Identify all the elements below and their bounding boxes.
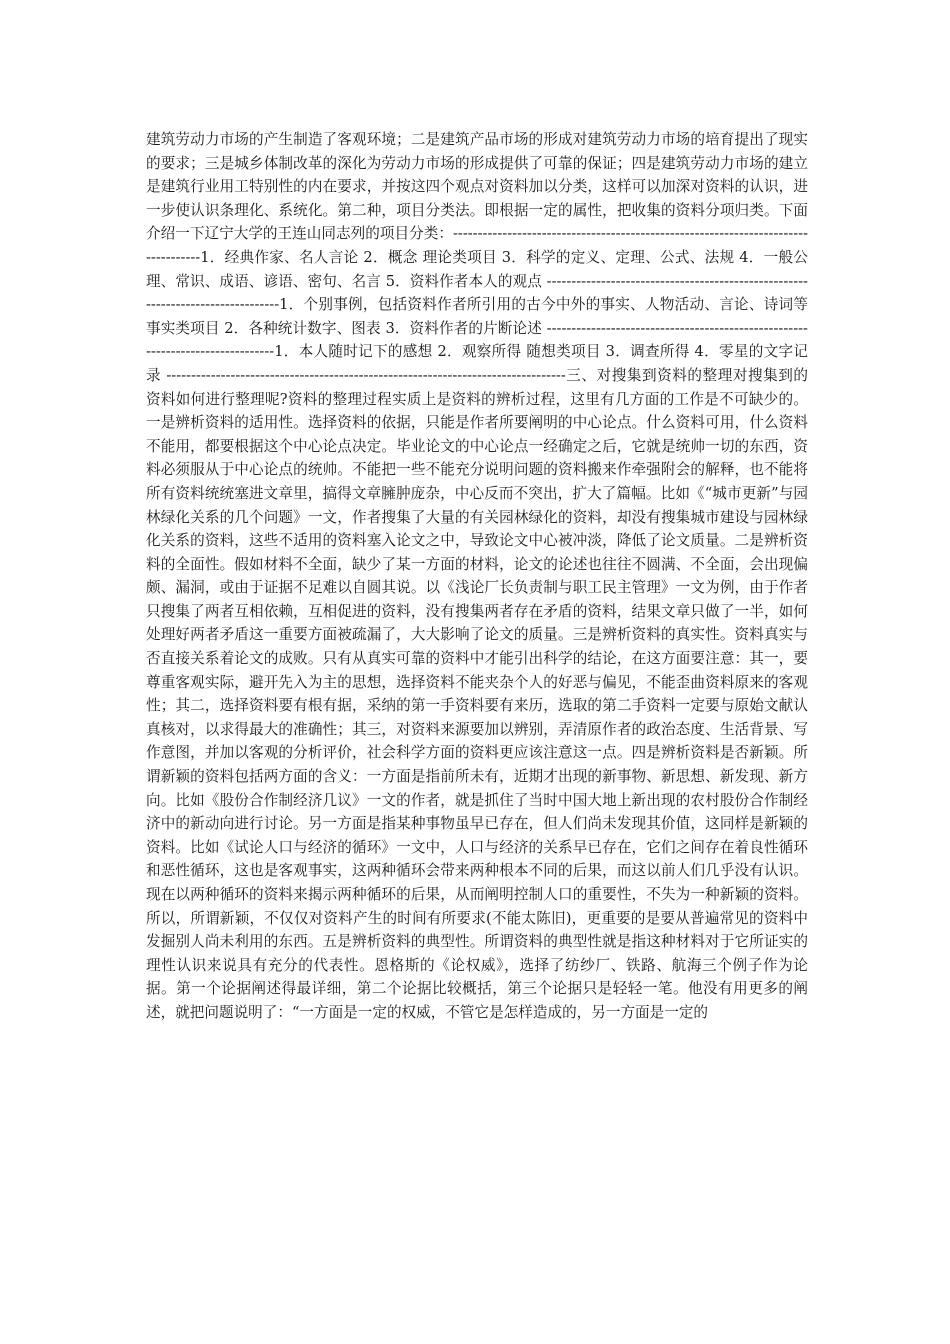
document-page: [146, 128, 808, 1025]
body-paragraph: 建筑劳动力市场的产生制造了客观环境；二是建筑产品市场的形成对建筑劳动力市场的培育提出了现实的要求；三是城乡体制改革的深化为劳动力市场的形成提供了可靠的保证；四是建筑劳动力市场的建立是建筑行业用工特别性的内在要求，并按这四个观点对资料加以分类，这样可以加深对资料的认识，进一步使认识条理化、系统化。第二种，项目分类法。即根据一定的属性，把收集的资料分项归类。下面介绍一下辽宁大学的王连山同志列的项目分类：-----------------------------------------------------------------------------------1．经典作家、名人言论 2．概念 理论类项目 3．科学的定义、定理、公式、法规 4．一般公理、常识、成语、谚语、密句、名言 5．资料作者本人的观点 --------------------------------------------------------------------------------1．个别事例，包括资料作者所引用的古今中外的事实、人物活动、言论、诗词等 事实类项目 2．各种统计数字、图表 3．资料作者的片断论述 -------------------------------------------------------------------------------1．本人随时记下的感想 2．观察所得 随想类项目 3．调查所得 4．零星的文字记录 ---------------------------------------------------------------------------------三、对搜集到资料的整理对搜集到的资料如何进行整理呢?资料的整理过程实质上是资料的辨析过程，这里有几方面的工作是不可缺少的。一是辨析资料的适用性。选择资料的依据，只能是作者所要阐明的中心论点。什么资料可用，什么资料不能用，都要根据这个中心论点决定。毕业论文的中心论点一经确定之后，它就是统帅一切的东西，资料必须服从于中心论点的统帅。不能把一些不能充分说明问题的资料搬来作牵强附会的解释，也不能将所有资料统统塞进文章里，搞得文章臃肿庞杂，中心反而不突出，扩大了篇幅。比如《“城市更新”与园林绿化关系的几个问题》一文，作者搜集了大量的有关园林绿化的资料，却没有搜集城市建设与园林绿化关系的资料，这些不适用的资料塞入论文之中，导致论文中心被冲淡，降低了论文质量。二是辨析资料的全面性。假如材料不全面，缺少了某一方面的材料，论文的论述也往往不圆满、不全面，会出现偏颇、漏洞，或由于证据不足难以自圆其说。以《浅论厂长负责制与职工民主管理》一文为例，由于作者只搜集了两者互相依赖，互相促进的资料，没有搜集两者存在矛盾的资料，结果文章只做了一半，如何处理好两者矛盾这一重要方面被疏漏了，大大影响了论文的质量。三是辨析资料的真实性。资料真实与否直接关系着论文的成败。只有从真实可靠的资料中才能引出科学的结论，在这方面要注意：其一，要尊重客观实际，避开先入为主的思想，选择资料不能夹杂个人的好恶与偏见，不能歪曲资料原来的客观性；其二，选择资料要有根有据，采纳的第一手资料要有来历，选取的第二手资料一定要与原始文献认真核对，以求得最大的准确性；其三，对资料来源要加以辨别，弄清原作者的政治态度、生活背景、写作意图，并加以客观的分析评价，社会科学方面的资料更应该注意这一点。四是辨析资料是否新颖。所谓新颖的资料包括两方面的含义：一方面是指前所未有，近期才出现的新事物、新思想、新发现、新方向。比如《股份合作制经济几议》一文的作者，就是抓住了当时中国大地上新出现的农村股份合作制经济中的新动向进行讨论。另一方面是指某种事物虽早已存在，但人们尚未发现其价值，这同样是新颖的资料。比如《试论人口与经济的循环》一文中，人口与经济的关系早已存在，它们之间存在着良性循环和恶性循环，这也是客观事实，这两种循环会带来两种根本不同的后果，而这以前人们几乎没有认识。现在以两种循环的资料来揭示两种循环的后果，从而阐明控制人口的重要性，不失为一种新颖的资料。所以，所谓新颖，不仅仅对资料产生的时间有所要求(不能太陈旧)，更重要的是要从普遍常见的资料中发掘别人尚未利用的东西。五是辨析资料的典型性。所谓资料的典型性就是指这种材料对于它所证实的理性认识来说具有充分的代表性。恩格斯的《论权威》，选择了纺纱厂、铁路、航海三个例子作为论据。第一个论据阐述得最详细，第二个论据比较概括，第三个论据只是轻轻一笔。他没有用更多的阐述，就把问题说明了：“一方面是一定的权威，不管它是怎样造成的，另一方面是一定的: [146, 131, 808, 1021]
